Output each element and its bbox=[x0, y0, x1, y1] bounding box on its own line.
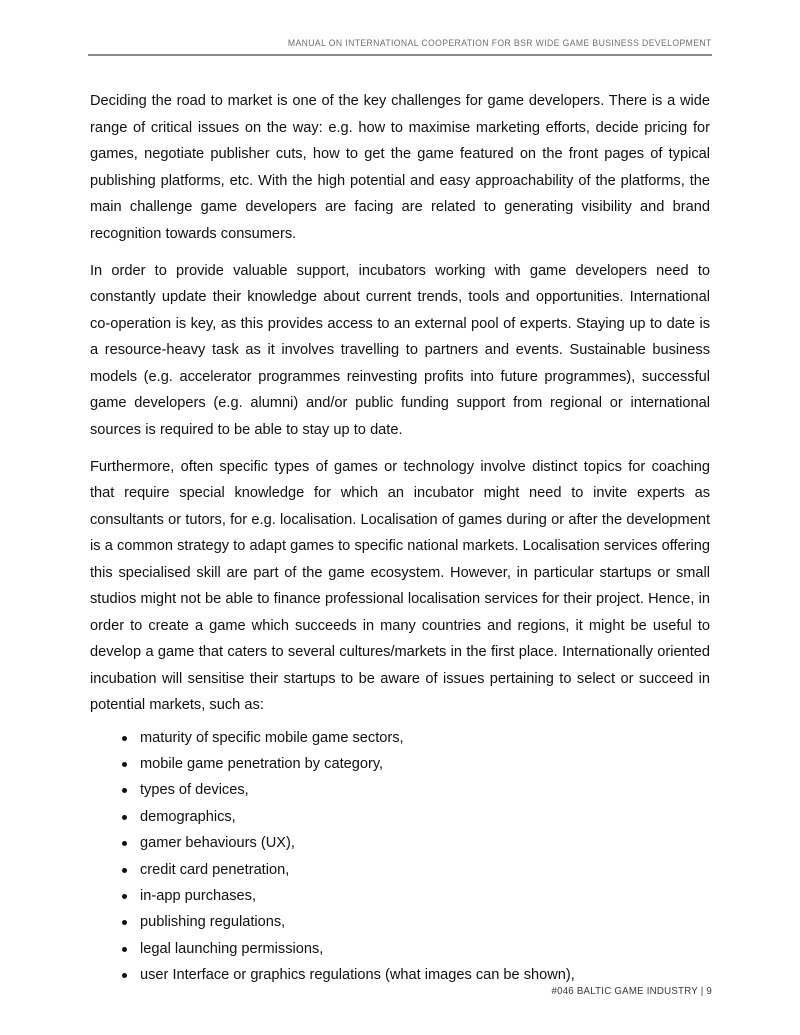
list-item-label: mobile game penetration by category, bbox=[140, 755, 384, 772]
running-header-title: MANUAL ON INTERNATIONAL COOPERATION FOR BSR WIDE GAME BUSINESS DEVELOPMENT bbox=[288, 38, 712, 48]
bullet-dot-icon bbox=[122, 894, 127, 899]
list-item bbox=[90, 857, 710, 883]
body-paragraph: Deciding the road to market is one of the key challenges for game developers. There is a wide range of critical issues on the way: e.g. how to maximise marketing efforts, decide pricing for games, negotiate publisher cuts, how to get the game featured on the front pages of typical publishing platforms, etc. With the high potential and easy approachability of the platforms, the main challenge game developers are facing are related to generating visibility and brand recognition towards consumers. bbox=[90, 93, 710, 242]
list-item bbox=[90, 725, 710, 751]
list-item-label: maturity of specific mobile game sectors, bbox=[140, 729, 404, 746]
bullet-dot-icon bbox=[122, 762, 127, 767]
list-item bbox=[90, 777, 710, 803]
footer-text: #046 BALTIC GAME INDUSTRY | 9 bbox=[551, 986, 712, 997]
bullet-dot-icon bbox=[122, 868, 127, 873]
header-divider-rule bbox=[88, 54, 712, 56]
bullet-dot-icon bbox=[122, 920, 127, 925]
list-item-label: publishing regulations, bbox=[140, 914, 286, 931]
list-item-label: gamer behaviours (UX), bbox=[140, 835, 295, 852]
list-item-label: demographics, bbox=[140, 808, 236, 825]
list-item bbox=[90, 804, 710, 830]
list-item bbox=[90, 936, 710, 962]
market-issues-bullet-list bbox=[90, 725, 710, 989]
bullet-dot-icon bbox=[122, 947, 127, 952]
list-item-label: in-app purchases, bbox=[140, 887, 257, 904]
body-paragraph: In order to provide valuable support, incubators working with game developers need to constantly update their knowledge about current trends, tools and opportunities. International co-operation is key, as this provides access to an external pool of experts. Staying up to date is a resource-heavy task as it involves travelling to partners and events. Sustainable business models (e.g. accelerator programmes reinvesting profits into future programmes), successful game developers (e.g. alumni) and/or public funding support from regional or international sources is required to be able to stay up to date. bbox=[90, 262, 710, 438]
bullet-dot-icon bbox=[122, 973, 127, 978]
list-item bbox=[90, 883, 710, 909]
bullet-dot-icon bbox=[122, 815, 127, 820]
bullet-dot-icon bbox=[122, 841, 127, 846]
list-item-label: legal launching permissions, bbox=[140, 940, 324, 957]
bullet-dot-icon bbox=[122, 788, 127, 793]
body-paragraph: Furthermore, often specific types of games or technology involve distinct topics for coaching that require special knowledge for which an incubator might need to invite experts as consultants or tutors, for e.g. localisation. Localisation of games during or after the development is a common strategy to adapt games to specific national markets. Localisation services offering this specialised skill are part of the game ecosystem. However, in particular startups or small studios might not be able to finance professional localisation services for their project. Hence, in order to create a game which succeeds in many countries and regions, it might be useful to develop a game that caters to several cultures/markets in the first place. Internationally oriented incubation will sensitise their startups to be aware of issues pertaining to select or succeed in potential markets, such as: bbox=[90, 458, 710, 713]
list-item-label: types of devices, bbox=[140, 782, 249, 799]
running-header bbox=[88, 33, 712, 51]
list-item-label: user Interface or graphics regulations (what images can be shown), bbox=[140, 967, 575, 984]
document-body bbox=[90, 88, 710, 989]
list-item-label: credit card penetration, bbox=[140, 861, 290, 878]
bullet-dot-icon bbox=[122, 736, 127, 741]
list-item bbox=[90, 909, 710, 935]
list-item bbox=[90, 830, 710, 856]
page-footer bbox=[88, 981, 712, 999]
list-item bbox=[90, 751, 710, 777]
